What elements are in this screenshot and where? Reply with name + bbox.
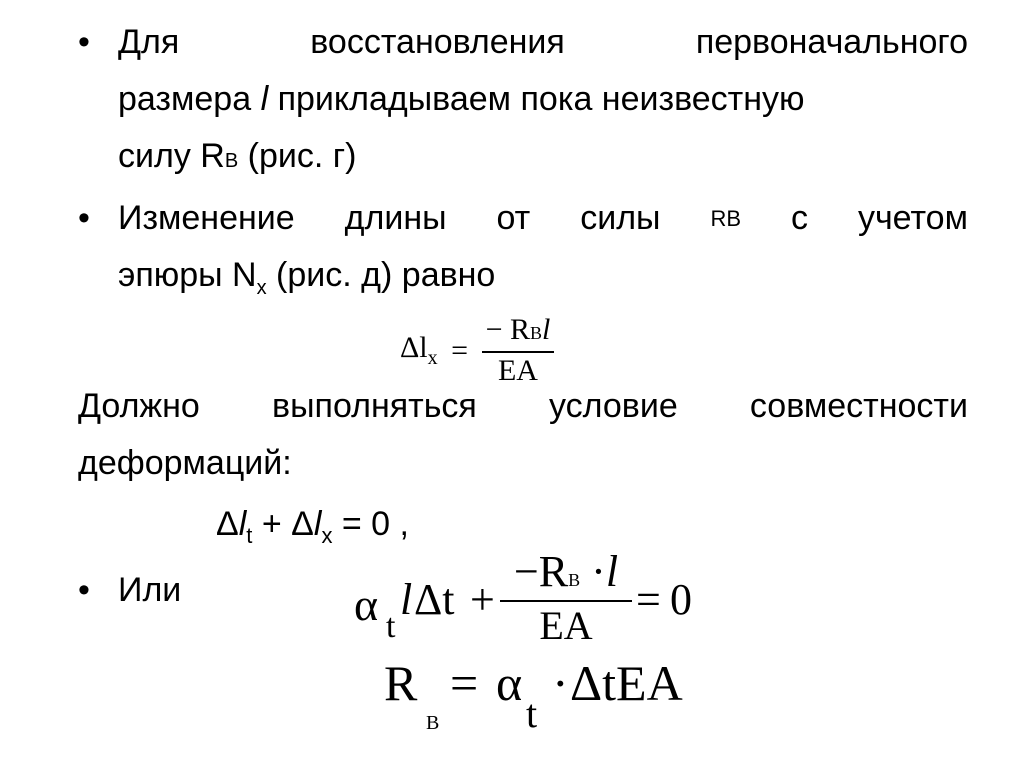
formula-symbol: Δl [400,331,428,364]
subscript: В [426,712,440,734]
bullet-line-2 [118,71,968,128]
subscript: t [246,522,253,548]
bullet-line-2 [118,247,968,317]
word: длины [344,199,447,237]
paragraph-line-2: деформаций: [78,444,292,482]
word: совместности [749,387,968,425]
word: силы [580,199,661,237]
paragraph-line-1 [78,378,968,435]
delta-symbol: Δ [216,505,239,543]
bullet-line-1 [118,14,968,71]
word: выполняться [272,387,477,425]
word: с [791,199,808,237]
italic-variable: l [313,505,322,543]
formula-symbol: R [509,313,530,346]
compatibility-condition [216,496,409,564]
bullet-label: Или [118,571,182,609]
word: Должно [78,387,200,425]
italic-variable: l [238,505,247,543]
text-segment: эпюры N [118,256,257,294]
dot-operator: · [591,547,606,596]
bullet-text [118,190,968,317]
subscript: t [386,608,396,645]
bullet-item-length-change [78,190,968,304]
text-segment: (рис. г) [238,137,357,175]
subscript: В [568,570,581,590]
word: от [496,199,531,237]
formula-symbol: R [384,655,418,711]
subscript: В [224,150,239,172]
delta-t-symbol: Δt [414,575,455,624]
fraction-denominator: EA [497,354,538,387]
bullet-line-3 [118,128,968,190]
alpha-symbol: α [496,655,523,711]
bullet-text [118,14,968,190]
word: восстановления [310,23,565,61]
subscript: x [321,522,333,548]
italic-variable: l [542,313,551,346]
italic-variable: l [400,575,413,624]
plus-sign: + [470,575,495,624]
text-segment: размера [118,80,261,118]
word: условие [549,387,678,425]
subscript: t [526,691,538,736]
formula-text: ΔtEA [570,655,683,711]
formula-lhs [400,331,438,370]
text-segment: прикладываем пока неизвестную [268,80,805,118]
bullet-item-restore-length [78,14,968,186]
text-segment: + Δ [252,505,314,543]
equals-sign: = [450,655,479,711]
bullet-dot: • [78,571,90,609]
subscript: x [256,276,267,299]
fraction-numerator [500,546,632,597]
bullet-line-1 [118,190,968,247]
word: учетом [857,199,968,237]
alpha-symbol: α [354,579,379,630]
formula-symbol: R [538,547,569,596]
fraction-denominator: EA [539,603,593,648]
fraction-numerator [482,312,555,351]
word: первоначального [695,23,968,61]
dot-operator: · [552,655,569,711]
word: Изменение [118,199,295,237]
italic-variable: l [605,547,619,596]
zero: 0 [670,575,692,624]
equals-sign: = [451,333,469,367]
minus-sign: − [485,313,503,346]
italic-variable: l [260,80,269,118]
subscript: x [427,347,438,369]
text-segment: (рис. д) равно [266,256,496,294]
word: Для [118,23,180,61]
equals-sign: = [636,575,661,624]
text-segment: = 0 , [332,505,409,543]
minus-sign: − [513,547,539,596]
bullet-dot: • [78,199,90,237]
word: RВ [710,206,742,231]
subscript: В [530,323,543,343]
compatibility-paragraph [78,378,968,492]
bullet-dot: • [78,23,90,61]
text-segment: силу R [118,137,225,175]
